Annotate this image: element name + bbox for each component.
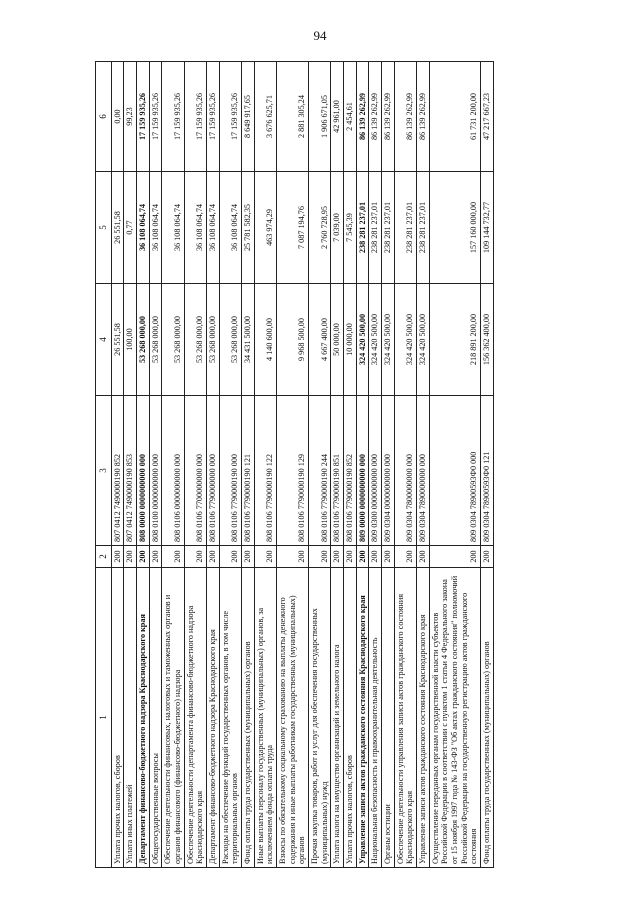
row-value-c4: 324 420 500,00 bbox=[417, 284, 430, 396]
row-value-code: 808 0000 0000000000 000 bbox=[136, 396, 149, 546]
row-value-code: 809 0304 0000000000 000 bbox=[382, 396, 395, 546]
row-value-c5: 157 160 000,00 bbox=[429, 172, 480, 284]
table-row bbox=[219, 62, 241, 868]
table-row bbox=[206, 62, 219, 868]
row-value-c4: 50 000,00 bbox=[331, 284, 344, 396]
row-value-c4: 53 268 000,00 bbox=[136, 284, 149, 396]
header-cell: 1 bbox=[96, 568, 112, 868]
row-value-c5: 463 974,29 bbox=[254, 172, 276, 284]
row-label: Иные выплаты персоналу государственных (муниципальных) органов, за исключением фонда оплаты труда bbox=[254, 568, 276, 868]
table-row bbox=[344, 62, 357, 868]
header-cell: 4 bbox=[96, 284, 112, 396]
row-value-c6: 17 159 935,26 bbox=[136, 62, 149, 172]
table-row bbox=[331, 62, 344, 868]
budget-table bbox=[95, 61, 494, 868]
row-value-c2: 200 bbox=[254, 546, 276, 568]
table-row bbox=[429, 62, 480, 868]
row-value-code: 808 0106 7790000000 000 bbox=[206, 396, 219, 546]
table-row bbox=[242, 62, 255, 868]
row-value-c2: 200 bbox=[124, 546, 137, 568]
row-value-c4: 53 268 000,00 bbox=[206, 284, 219, 396]
row-value-c2: 200 bbox=[162, 546, 184, 568]
row-value-c5: 2 760 728,95 bbox=[309, 172, 331, 284]
row-value-c6: 86 139 262,99 bbox=[356, 62, 369, 172]
row-label: Уплата иных платежей bbox=[124, 568, 137, 868]
table-rotation bbox=[95, 62, 565, 868]
row-value-c6: 86 139 262,99 bbox=[394, 62, 416, 172]
row-label: Обеспечение деятельности управления записи актов гражданского состояния Краснодарского края bbox=[394, 568, 416, 868]
row-label: Уплата прочих налогов, сборов bbox=[344, 568, 357, 868]
table-body bbox=[111, 62, 493, 868]
table-row bbox=[136, 62, 149, 868]
row-value-c6: 8 649 917,65 bbox=[242, 62, 255, 172]
row-value-c6: 47 217 667,23 bbox=[481, 62, 494, 172]
row-value-c2: 200 bbox=[331, 546, 344, 568]
header-cell: 6 bbox=[96, 62, 112, 172]
row-value-c5: 238 281 237,01 bbox=[417, 172, 430, 284]
row-value-c2: 200 bbox=[369, 546, 382, 568]
header-row bbox=[96, 62, 112, 868]
table-row bbox=[149, 62, 162, 868]
row-value-c6: 99,23 bbox=[124, 62, 137, 172]
row-value-c5: 0,77 bbox=[124, 172, 137, 284]
header-cell: 3 bbox=[96, 396, 112, 546]
row-value-c2: 200 bbox=[149, 546, 162, 568]
table-row bbox=[394, 62, 416, 868]
row-label: Общегосударственные вопросы bbox=[149, 568, 162, 868]
row-value-c5: 7 545,39 bbox=[344, 172, 357, 284]
row-label: Органы юстиции bbox=[382, 568, 395, 868]
row-value-c4: 53 268 000,00 bbox=[184, 284, 206, 396]
row-label: Прочая закупка товаров, работ и услуг для обеспечения государственных (муниципальных) нужд bbox=[309, 568, 331, 868]
row-value-c2: 200 bbox=[219, 546, 241, 568]
row-value-code: 809 0000 0000000000 000 bbox=[356, 396, 369, 546]
row-value-c6: 0,00 bbox=[111, 62, 124, 172]
row-value-c5: 26 551,58 bbox=[111, 172, 124, 284]
row-value-c5: 238 281 237,01 bbox=[356, 172, 369, 284]
row-value-c2: 200 bbox=[206, 546, 219, 568]
row-label: Осуществление переданных органам государственной власти субъектов Российской Федерации в соответствии с пунктом 1 статьи 4 Федерального закона от 15 ноября 1997 года № 143-ФЗ "Об актах гражданского состояния" полномочий Российской Федерации на государственную регистрацию актов гражданского состояния bbox=[429, 568, 480, 868]
table-row bbox=[254, 62, 276, 868]
row-label: Управление записи актов гражданского состояния Краснодарского края bbox=[417, 568, 430, 868]
row-value-code: 808 0106 7790000190 852 bbox=[344, 396, 357, 546]
row-value-c4: 4 140 600,00 bbox=[254, 284, 276, 396]
row-value-c2: 200 bbox=[277, 546, 309, 568]
row-value-c5: 36 108 064,74 bbox=[136, 172, 149, 284]
row-value-c6: 17 159 935,26 bbox=[219, 62, 241, 172]
table-row bbox=[277, 62, 309, 868]
header-cell: 2 bbox=[96, 546, 112, 568]
row-value-c5: 25 781 582,35 bbox=[242, 172, 255, 284]
row-value-c5: 36 108 064,74 bbox=[206, 172, 219, 284]
row-value-c2: 200 bbox=[382, 546, 395, 568]
row-value-c2: 200 bbox=[417, 546, 430, 568]
row-label: Департамент финансово-бюджетного надзора Краснодарского края bbox=[206, 568, 219, 868]
row-value-c2: 200 bbox=[429, 546, 480, 568]
row-value-c5: 36 108 064,74 bbox=[219, 172, 241, 284]
table-row bbox=[162, 62, 184, 868]
row-value-c5: 238 281 237,01 bbox=[394, 172, 416, 284]
row-value-code: 808 0106 7790000190 122 bbox=[254, 396, 276, 546]
row-value-c5: 36 108 064,74 bbox=[162, 172, 184, 284]
row-value-c5: 109 144 732,77 bbox=[481, 172, 494, 284]
row-value-c4: 218 891 200,00 bbox=[429, 284, 480, 396]
table-row bbox=[124, 62, 137, 868]
row-value-code: 809 0304 7800000000 000 bbox=[394, 396, 416, 546]
table-row bbox=[184, 62, 206, 868]
row-value-c6: 61 731 200,00 bbox=[429, 62, 480, 172]
table-row bbox=[369, 62, 382, 868]
row-value-c6: 17 159 935,26 bbox=[149, 62, 162, 172]
row-value-c6: 42 961,00 bbox=[331, 62, 344, 172]
table-row bbox=[309, 62, 331, 868]
row-value-code: 809 0304 78900593Ф0 121 bbox=[481, 396, 494, 546]
row-value-c4: 26 551,58 bbox=[111, 284, 124, 396]
row-value-c2: 200 bbox=[344, 546, 357, 568]
row-label: Обеспечение деятельности департамента финансово-бюджетного надзора Краснодарского края bbox=[184, 568, 206, 868]
row-value-c4: 9 968 500,00 bbox=[277, 284, 309, 396]
row-value-code: 809 0304 7890000000 000 bbox=[417, 396, 430, 546]
row-value-c4: 324 420 500,00 bbox=[394, 284, 416, 396]
row-value-c4: 324 420 500,00 bbox=[382, 284, 395, 396]
table-row bbox=[356, 62, 369, 868]
row-label: Национальная безопасность и правоохранительная деятельность bbox=[369, 568, 382, 868]
row-value-code: 809 0304 78900593Ф0 000 bbox=[429, 396, 480, 546]
row-value-c4: 324 420 500,00 bbox=[356, 284, 369, 396]
row-value-code: 808 0106 0000000000 000 bbox=[162, 396, 184, 546]
row-value-c2: 200 bbox=[111, 546, 124, 568]
row-label: Расходы на обеспечение функций государственных органов, в том числе территориальных органов bbox=[219, 568, 241, 868]
row-value-code: 808 0106 7790000190 244 bbox=[309, 396, 331, 546]
row-value-c2: 200 bbox=[309, 546, 331, 568]
row-value-c2: 200 bbox=[356, 546, 369, 568]
row-value-code: 808 0106 7790000190 000 bbox=[219, 396, 241, 546]
row-value-c5: 7 039,00 bbox=[331, 172, 344, 284]
page-number: 94 bbox=[313, 28, 327, 43]
row-value-c6: 2 454,61 bbox=[344, 62, 357, 172]
row-label: Уплата налога на имущество организаций и земельного налога bbox=[331, 568, 344, 868]
row-value-c6: 3 676 625,71 bbox=[254, 62, 276, 172]
row-value-c4: 10 000,00 bbox=[344, 284, 357, 396]
row-value-code: 808 0106 7790000190 121 bbox=[242, 396, 255, 546]
table-row bbox=[382, 62, 395, 868]
row-value-c6: 17 159 935,26 bbox=[206, 62, 219, 172]
row-value-c5: 36 108 064,74 bbox=[184, 172, 206, 284]
row-value-c4: 4 667 400,00 bbox=[309, 284, 331, 396]
row-value-c4: 53 268 000,00 bbox=[219, 284, 241, 396]
row-value-c2: 200 bbox=[136, 546, 149, 568]
row-value-c5: 238 281 237,01 bbox=[382, 172, 395, 284]
row-value-c6: 86 139 262,99 bbox=[382, 62, 395, 172]
row-value-c4: 53 268 000,00 bbox=[149, 284, 162, 396]
row-value-c4: 156 362 400,00 bbox=[481, 284, 494, 396]
table-row bbox=[417, 62, 430, 868]
row-value-code: 808 0106 7790000190 851 bbox=[331, 396, 344, 546]
row-value-c5: 238 281 237,01 bbox=[369, 172, 382, 284]
row-value-c4: 53 268 000,00 bbox=[162, 284, 184, 396]
row-value-code: 809 0300 0000000000 000 bbox=[369, 396, 382, 546]
row-value-c4: 324 420 500,00 bbox=[369, 284, 382, 396]
row-value-code: 808 0100 0000000000 000 bbox=[149, 396, 162, 546]
row-value-c2: 200 bbox=[184, 546, 206, 568]
row-value-c4: 100,00 bbox=[124, 284, 137, 396]
row-label: Департамент финансово-бюджетного надзора Краснодарского края bbox=[136, 568, 149, 868]
row-value-c6: 2 881 305,24 bbox=[277, 62, 309, 172]
row-value-c6: 86 139 262,99 bbox=[417, 62, 430, 172]
header-cell: 5 bbox=[96, 172, 112, 284]
row-label: Управление записи актов гражданского состояния Краснодарского края bbox=[356, 568, 369, 868]
row-value-code: 807 0412 7490000190 852 bbox=[111, 396, 124, 546]
row-value-c6: 86 139 262,99 bbox=[369, 62, 382, 172]
row-value-c2: 200 bbox=[481, 546, 494, 568]
row-value-c2: 200 bbox=[242, 546, 255, 568]
row-label: Фонд оплаты труда государственных (муниципальных) органов bbox=[481, 568, 494, 868]
row-value-code: 808 0106 7700000000 000 bbox=[184, 396, 206, 546]
row-label: Уплата прочих налогов, сборов bbox=[111, 568, 124, 868]
rotated-table-container bbox=[95, 62, 565, 868]
table-row bbox=[111, 62, 124, 868]
row-value-code: 808 0106 7790000190 129 bbox=[277, 396, 309, 546]
row-value-c4: 34 431 500,00 bbox=[242, 284, 255, 396]
row-label: Обеспечение деятельности финансовых, налоговых и таможенных органов и органов финансового (финансово-бюджетного) надзора bbox=[162, 568, 184, 868]
row-value-c6: 17 159 935,26 bbox=[162, 62, 184, 172]
table-row bbox=[481, 62, 494, 868]
row-label: Фонд оплаты труда государственных (муниципальных) органов bbox=[242, 568, 255, 868]
row-label: Взносы по обязательному социальному страхованию на выплаты денежного содержания и иные выплаты работникам государственных (муниципальных) органов bbox=[277, 568, 309, 868]
row-value-c6: 1 906 671,05 bbox=[309, 62, 331, 172]
row-value-code: 807 0412 7490000190 853 bbox=[124, 396, 137, 546]
row-value-c6: 17 159 935,26 bbox=[184, 62, 206, 172]
row-value-c5: 36 108 064,74 bbox=[149, 172, 162, 284]
row-value-c5: 7 087 194,76 bbox=[277, 172, 309, 284]
row-value-c2: 200 bbox=[394, 546, 416, 568]
